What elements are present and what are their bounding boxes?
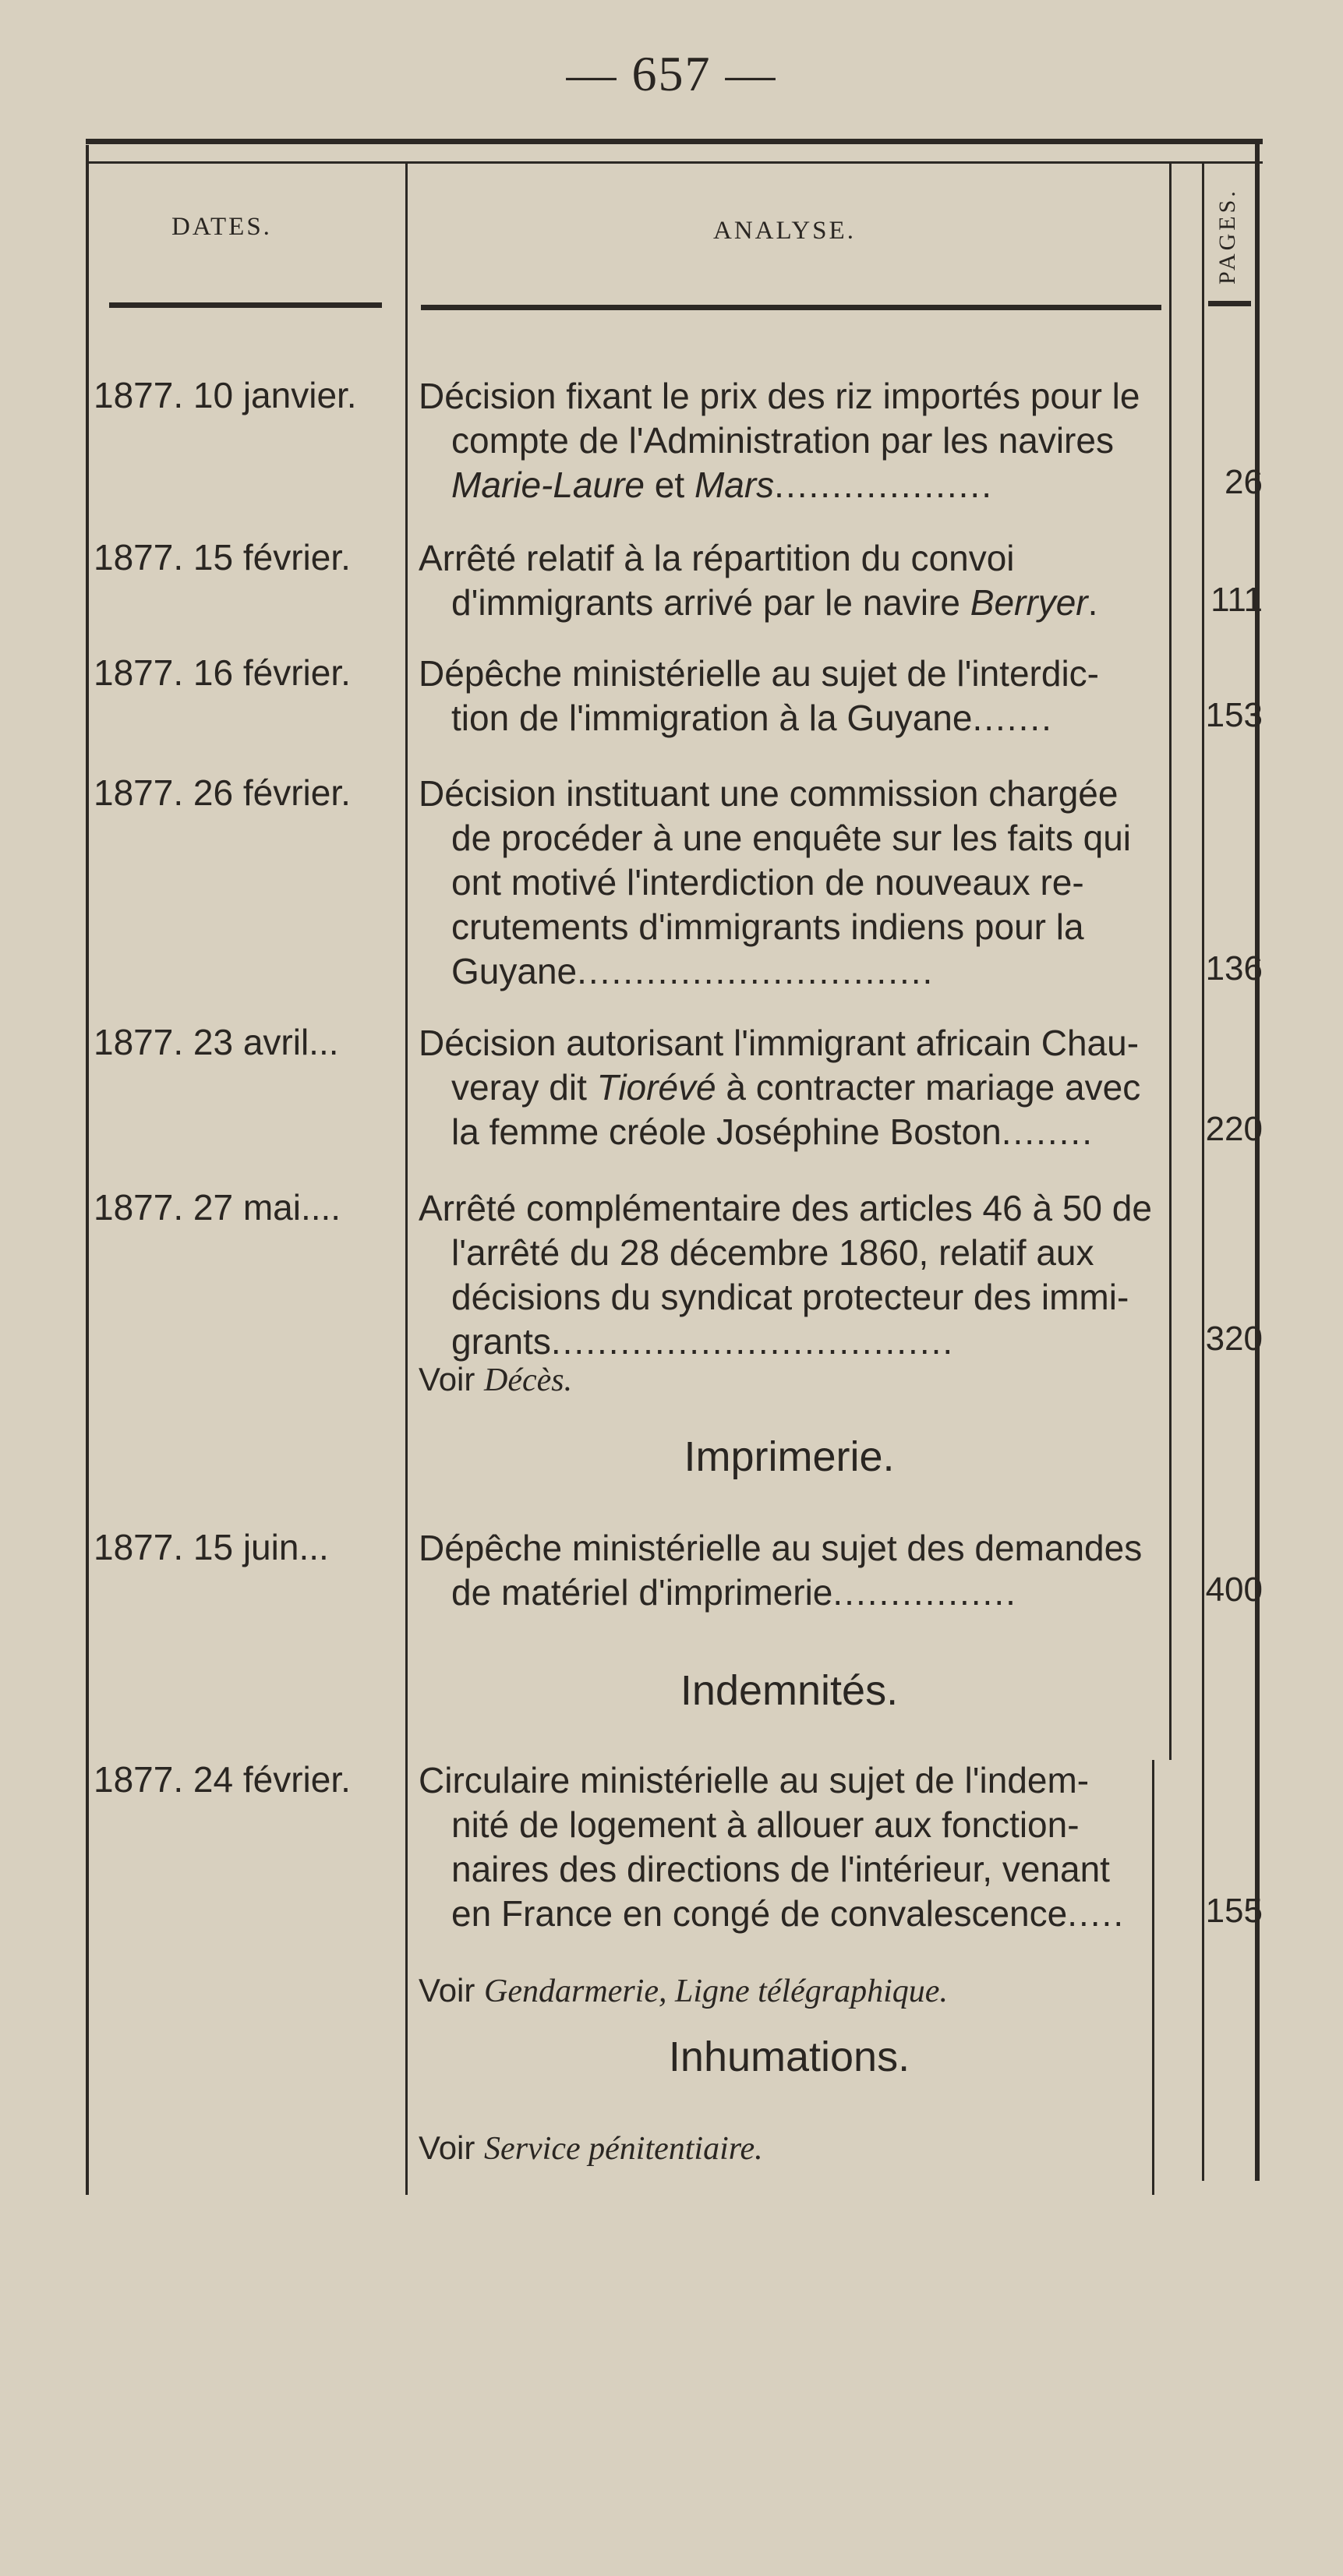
entry-page: 111 [1210,581,1263,619]
analysis-line [419,463,1157,507]
analysis-text: de matériel d'imprimerie [451,1572,833,1613]
entry-page: 400 [1205,1571,1263,1609]
analysis-text: grants [451,1321,551,1362]
analysis-line [419,949,1157,994]
entry-date: 1877. 27 mai.... [94,1187,341,1228]
see-also-ref[interactable]: Gendarmerie, Ligne télégraphique. [484,1974,948,2009]
entry-analysis [419,772,1157,994]
section-heading-inhumations: Inhumations. [668,2034,910,2080]
leader-dots: ................ [832,1572,1017,1613]
header-rule-analyse [421,305,1161,310]
analysis-text: tion de l'immigration à la Guyane [451,698,973,738]
analysis-text: . [1087,582,1098,623]
analysis-line: naires des directions de l'intérieur, venant [451,1849,1110,1889]
left-border [86,145,89,2195]
leader-dots: ................................... [550,1321,955,1362]
header-rule-pages [1208,301,1251,306]
entry-date: 1877. 15 juin... [94,1527,329,1567]
entry-analysis [419,652,1157,740]
entry-analysis [419,1758,1157,1936]
index-table [86,139,1263,2195]
entry-page: 320 [1205,1320,1263,1358]
section-heading-imprimerie: Imprimerie. [684,1433,895,1480]
analyse-separator [1169,162,1172,1760]
entry-date: 1877. 23 avril... [94,1022,339,1062]
leader-dots: ............................... [577,951,935,991]
right-border [1255,139,1260,2181]
leader-dots: ....... [972,698,1053,738]
analysis-line: Arrêté relatif à la répartition du convoi [419,538,1015,578]
page-number: — 657 — [566,46,777,101]
analysis-line: ont motivé l'interdiction de nouveaux re- [451,862,1084,903]
header-analyse: ANALYSE. [713,217,856,245]
analysis-line: Décision instituant une commission chargée [419,773,1119,814]
entry-analysis [419,1021,1157,1154]
analysis-line: crutements d'immigrants indiens pour la [451,906,1084,947]
analysis-line: nité de logement à allouer aux fonction- [451,1804,1080,1845]
entry-page: 153 [1205,696,1263,734]
analysis-line: Dépêche ministérielle au sujet des demandes [419,1528,1143,1568]
analysis-line [419,1571,1157,1615]
entry-page: 155 [1205,1892,1263,1930]
analysis-text: en France en congé de convalescence [451,1893,1068,1934]
analysis-text: Guyane [451,951,578,991]
ship-name: Mars [694,465,775,505]
analysis-line [419,581,1157,625]
entry-page: 136 [1205,949,1263,988]
leader-dots: ........ [1001,1111,1094,1152]
entry-date: 1877. 24 février. [94,1759,351,1800]
analysis-line: décisions du syndicat protecteur des immi- [451,1277,1129,1317]
section-heading-indemnites: Indemnités. [680,1667,899,1714]
see-also-deces [419,1361,572,1399]
top-double-rule [86,139,1263,164]
analysis-line [419,1892,1157,1936]
analysis-line: Dépêche ministérielle au sujet de l'interdic- [419,653,1099,694]
header-rule-dates [109,302,382,308]
analysis-line: l'arrêté du 28 décembre 1860, relatif aux [451,1232,1094,1273]
ship-name: Berryer [970,582,1088,623]
analysis-text: veray dit [451,1067,597,1108]
entry-analysis [419,374,1157,507]
conjunction: et [645,465,694,505]
analysis-text: à contracter mariage avec [716,1067,1141,1108]
see-also-prefix: Voir [419,1972,485,2009]
entry-date: 1877. 10 janvier. [94,375,357,415]
analysis-line [419,696,1157,740]
entry-date: 1877. 16 février. [94,652,351,693]
analysis-line [419,1110,1157,1154]
analysis-line: compte de l'Administration par les navires [451,420,1114,461]
analysis-line: Décision fixant le prix des riz importés pour le [419,376,1140,416]
person-name: Tiorévé [596,1067,716,1108]
analysis-text: la femme créole Joséphine Boston [451,1111,1002,1152]
see-also-ref[interactable]: Service pénitentiaire. [484,2131,763,2167]
see-also-gendarmerie [419,1972,948,2010]
see-also-prefix: Voir [419,2129,485,2166]
see-also-prefix: Voir [419,1361,485,1398]
entry-analysis [419,536,1157,625]
header-pages: PAGES. [1214,188,1240,284]
dates-separator [405,162,408,2195]
entry-page: 220 [1205,1110,1263,1148]
see-also-ref[interactable]: Décès. [484,1362,573,1398]
analysis-line: Décision autorisant l'immigrant africain Chau- [419,1023,1140,1063]
ship-name: Marie-Laure [451,465,645,505]
entry-analysis [419,1526,1157,1615]
entry-analysis [419,1186,1157,1364]
analysis-line [419,1065,1157,1110]
leader-dots: ..... [1067,1893,1126,1934]
see-also-service [419,2129,763,2168]
analysis-text: d'immigrants arrivé par le navire [451,582,970,623]
analysis-line [419,1320,1157,1364]
analysis-line: Circulaire ministérielle au sujet de l'indem- [419,1760,1090,1800]
leader-dots: ................... [774,465,993,505]
header-dates: DATES. [171,213,272,241]
analysis-line: de procéder à une enquête sur les faits qui [451,818,1132,858]
analysis-line: Arrêté complémentaire des articles 46 à 50 de [419,1188,1152,1228]
entry-page: 26 [1225,463,1263,501]
entry-date: 1877. 15 février. [94,537,351,578]
entry-date: 1877. 26 février. [94,772,351,813]
